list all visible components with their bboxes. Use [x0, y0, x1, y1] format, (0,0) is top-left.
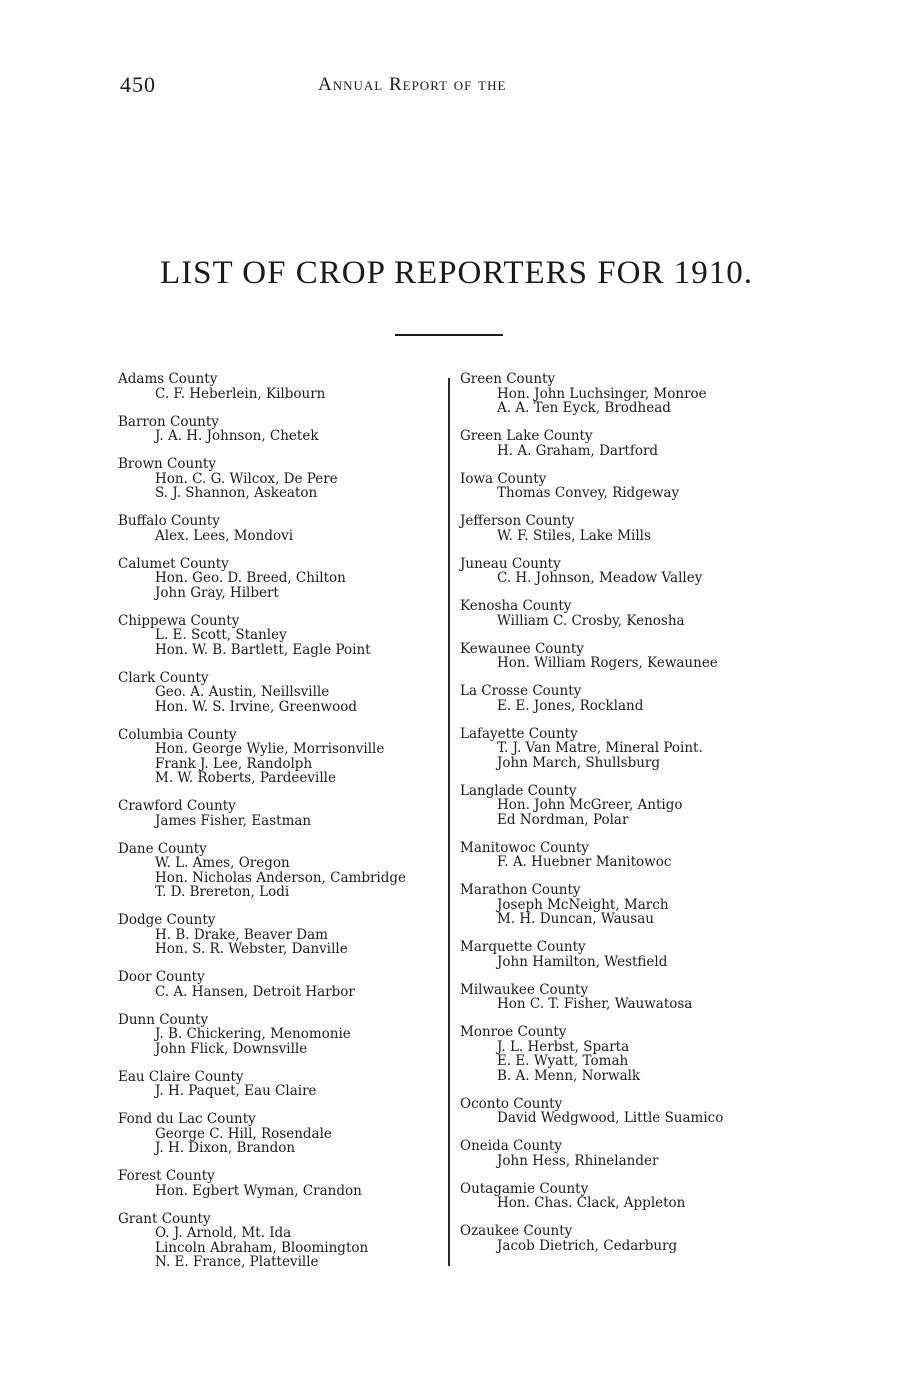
- reporter-name: Hon. Geo. D. Breed, Chilton: [155, 570, 346, 586]
- county-name: Ozaukee County: [460, 1223, 573, 1239]
- reporter-name: John Hess, Rhinelander: [497, 1152, 659, 1169]
- county-name: Kewaunee County: [460, 640, 584, 657]
- county-entry: [460, 940, 790, 969]
- county-name: Manitowoc County: [460, 839, 589, 856]
- county-entry: [118, 614, 448, 658]
- reporter-name: C. A. Hansen, Detroit Harbor: [155, 983, 355, 1000]
- county-name: Eau Claire County: [118, 1068, 244, 1085]
- county-entry: [460, 1139, 790, 1168]
- reporter-name: John Gray, Hilbert: [155, 584, 279, 601]
- county-name: Calumet County: [118, 555, 229, 572]
- county-entry: [460, 1025, 790, 1083]
- reporter-name: Jacob Dietrich, Cedarburg: [497, 1237, 678, 1254]
- reporter-name: B. A. Menn, Norwalk: [497, 1067, 641, 1084]
- county-entry: [118, 970, 448, 999]
- reporter-name: M. W. Roberts, Pardeeville: [155, 770, 336, 786]
- running-head: Annual Report of the: [318, 74, 507, 95]
- county-name: Oneida County: [460, 1138, 562, 1154]
- page-number: 450: [120, 72, 156, 97]
- reporter-name: H. A. Graham, Dartford: [497, 442, 659, 459]
- county-entry: [460, 784, 790, 828]
- county-entry: [118, 457, 448, 501]
- county-entry: [460, 429, 790, 458]
- county-name: Dane County: [118, 840, 207, 857]
- county-entry: [460, 642, 790, 671]
- reporter-name: Hon. C. G. Wilcox, De Pere: [155, 470, 338, 487]
- county-name: Door County: [118, 969, 205, 985]
- reporter-name: Alex. Lees, Mondovi: [155, 527, 294, 544]
- county-entry: [118, 842, 448, 900]
- county-name: Oconto County: [460, 1095, 563, 1112]
- county-name: Green County: [460, 371, 556, 387]
- county-name: Grant County: [118, 1210, 211, 1227]
- reporter-name: O. J. Arnold, Mt. Ida: [155, 1225, 292, 1241]
- reporter-name: Geo. A. Austin, Neillsville: [155, 684, 330, 700]
- reporter-name: T. J. Van Matre, Mineral Point.: [497, 740, 703, 756]
- reporter-name: Hon. William Rogers, Kewaunee: [497, 655, 718, 671]
- reporter-name: George C. Hill, Rosendale: [155, 1125, 332, 1142]
- county-entry: [118, 557, 448, 601]
- county-name: Adams County: [118, 371, 218, 387]
- reporter-name: W. F. Stiles, Lake Mills: [497, 527, 651, 544]
- reporter-name: Ed Nordman, Polar: [497, 811, 629, 828]
- reporter-name: N. E. France, Platteville: [155, 1254, 319, 1270]
- county-name: Forest County: [118, 1168, 215, 1184]
- county-entry: [460, 883, 790, 927]
- reporter-name: William C. Crosby, Kenosha: [497, 612, 685, 629]
- reporter-name: Hon. Egbert Wyman, Crandon: [155, 1182, 362, 1199]
- county-name: Crawford County: [118, 798, 236, 814]
- county-entry: [118, 1169, 448, 1198]
- county-entry: [460, 684, 790, 713]
- reporter-name: Hon. Nicholas Anderson, Cambridge: [155, 869, 407, 886]
- reporter-name: Hon C. T. Fisher, Wauwatosa: [497, 996, 693, 1012]
- reporter-name: Hon. John McGreer, Antigo: [497, 797, 683, 813]
- page-title: LIST OF CROP REPORTERS FOR 1910.: [160, 255, 753, 291]
- county-name: Monroe County: [460, 1024, 567, 1040]
- county-entry: [460, 1097, 790, 1126]
- county-name: Milwaukee County: [460, 981, 589, 998]
- county-entry: [118, 1212, 448, 1270]
- county-name: Kenosha County: [460, 598, 572, 614]
- reporter-name: W. L. Ames, Oregon: [155, 855, 290, 871]
- reporter-name: J. H. Paquet, Eau Claire: [155, 1083, 317, 1099]
- county-entry: [460, 1182, 790, 1211]
- county-entry: [118, 514, 448, 543]
- county-name: Marathon County: [460, 882, 581, 898]
- reporter-name: Hon. John Luchsinger, Monroe: [497, 385, 707, 402]
- reporter-name: T. D. Brereton, Lodi: [155, 884, 290, 900]
- county-entry: [118, 1013, 448, 1057]
- county-name: La Crosse County: [460, 683, 582, 699]
- county-name: Clark County: [118, 669, 209, 686]
- reporter-name: A. A. Ten Eyck, Brodhead: [497, 400, 671, 416]
- county-entry: [460, 983, 790, 1012]
- county-name: Buffalo County: [118, 513, 220, 529]
- county-entry: [460, 727, 790, 771]
- county-name: Chippewa County: [118, 612, 240, 629]
- reporter-name: James Fisher, Eastman: [155, 812, 312, 829]
- county-entry: [118, 1112, 448, 1156]
- reporter-name: John Flick, Downsville: [155, 1040, 308, 1057]
- reporter-name: Joseph McNeight, March: [497, 896, 669, 913]
- county-name: Iowa County: [460, 470, 547, 487]
- county-name: Barron County: [118, 413, 219, 430]
- county-name: Green Lake County: [460, 428, 593, 444]
- reporter-name: E. E. Wyatt, Tomah: [497, 1053, 629, 1069]
- county-entry: [460, 372, 790, 416]
- reporter-name: Frank J. Lee, Randolph: [155, 755, 313, 772]
- reporter-name: S. J. Shannon, Askeaton: [155, 485, 318, 501]
- reporter-name: L. E. Scott, Stanley: [155, 627, 287, 643]
- county-entry: [460, 1224, 790, 1253]
- county-name: Marquette County: [460, 939, 586, 955]
- reporter-name: J. A. H. Johnson, Chetek: [155, 428, 319, 444]
- reporter-name: F. A. Huebner Manitowoc: [497, 854, 672, 870]
- reporter-name: J. L. Herbst, Sparta: [497, 1038, 630, 1055]
- column-divider: [448, 378, 450, 1266]
- county-name: Dunn County: [118, 1011, 209, 1028]
- county-entry: [460, 472, 790, 501]
- county-entry: [118, 671, 448, 715]
- county-entry: [460, 599, 790, 628]
- county-name: Brown County: [118, 456, 216, 472]
- county-name: Lafayette County: [460, 725, 578, 742]
- reporter-name: Hon. W. S. Irvine, Greenwood: [155, 698, 357, 715]
- county-name: Outagamie County: [460, 1180, 589, 1197]
- reporter-name: C. H. Johnson, Meadow Valley: [497, 570, 703, 586]
- reporter-name: Hon. George Wylie, Morrisonville: [155, 741, 385, 757]
- county-name: Dodge County: [118, 912, 216, 928]
- reporter-name: John March, Shullsburg: [497, 754, 661, 771]
- county-entry: [460, 841, 790, 870]
- reporter-name: Lincoln Abraham, Bloomington: [155, 1239, 369, 1256]
- reporter-name: M. H. Duncan, Wausau: [497, 911, 654, 927]
- reporter-name: Hon. W. B. Bartlett, Eagle Point: [155, 641, 371, 658]
- county-entry: [460, 557, 790, 586]
- county-entry: [460, 514, 790, 543]
- reporter-name: H. B. Drake, Beaver Dam: [155, 926, 328, 943]
- reporter-name: Hon. S. R. Webster, Danville: [155, 941, 348, 957]
- reporter-name: J. B. Chickering, Menomonie: [155, 1026, 351, 1042]
- reporter-name: John Hamilton, Westfield: [497, 953, 668, 970]
- right-column: [460, 372, 790, 1267]
- county-name: Fond du Lac County: [118, 1111, 256, 1127]
- county-entry: [118, 799, 448, 828]
- county-name: Langlade County: [460, 782, 577, 799]
- left-column: [118, 372, 448, 1283]
- county-entry: [118, 1070, 448, 1099]
- county-entry: [118, 913, 448, 957]
- reporter-name: Thomas Convey, Ridgeway: [497, 485, 680, 501]
- title-rule: [395, 334, 503, 336]
- county-entry: [118, 728, 448, 786]
- county-entry: [118, 372, 448, 401]
- reporter-name: E. E. Jones, Rockland: [497, 697, 644, 714]
- reporter-name: J. H. Dixon, Brandon: [155, 1140, 296, 1156]
- county-name: Columbia County: [118, 726, 237, 743]
- county-entry: [118, 415, 448, 444]
- county-name: Jefferson County: [460, 513, 575, 529]
- reporter-name: David Wedgwood, Little Suamico: [497, 1110, 724, 1126]
- reporter-name: C. F. Heberlein, Kilbourn: [155, 385, 326, 402]
- reporter-name: Hon. Chas. Clack, Appleton: [497, 1195, 686, 1211]
- county-name: Juneau County: [460, 555, 561, 572]
